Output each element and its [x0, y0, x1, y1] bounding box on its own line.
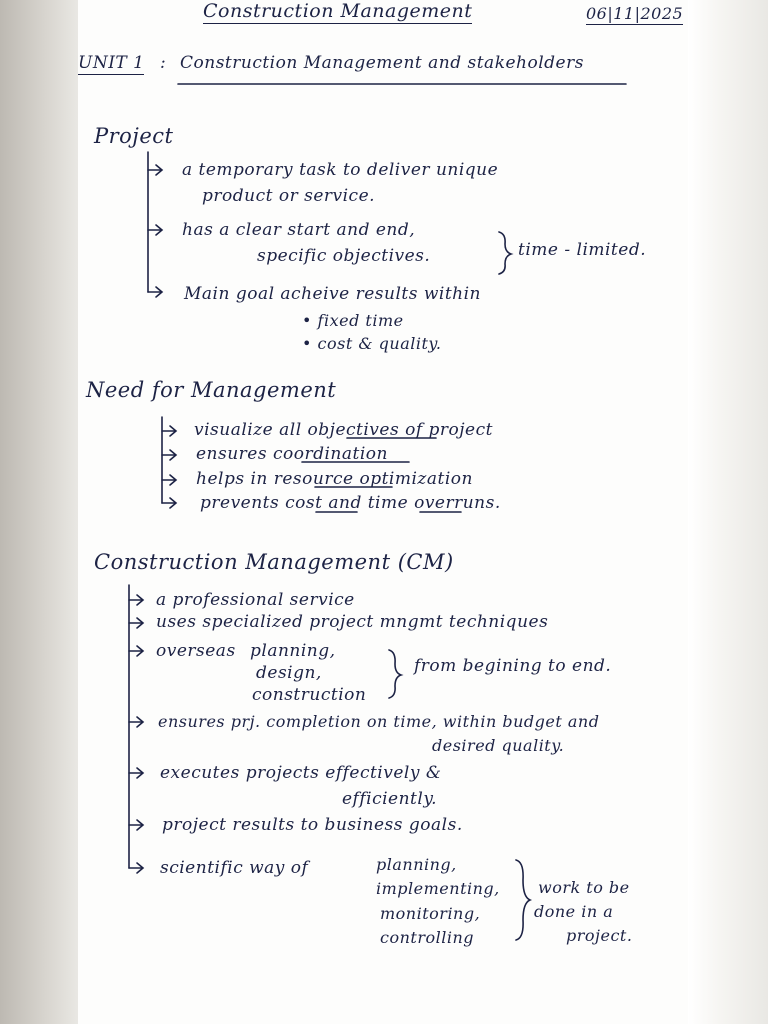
need-item-3: helps in resource optimization [196, 469, 473, 489]
need-item-2: ensures coordination [196, 444, 388, 464]
need-item-4: prevents cost and time overruns. [200, 493, 501, 513]
cm-oversees-3: construction [252, 685, 367, 705]
project-heading: Project [94, 124, 174, 148]
project-time-limited: time - limited. [518, 240, 647, 260]
cm-scientific-2: implementing, [376, 879, 500, 898]
cm-item-7: scientific way of [160, 858, 309, 878]
project-bullet-2-text: cost & quality. [317, 334, 442, 353]
unit-separator: : [160, 53, 167, 73]
need-item-1: visualize all objectives of project [194, 420, 493, 440]
cm-item-4: ensures prj. completion on time, within budget and [158, 712, 600, 731]
cm-scientific-note-3: project. [566, 926, 633, 945]
project-item-3: Main goal acheive results within [184, 284, 482, 304]
cm-scientific-4: controlling [380, 928, 475, 947]
project-item-2: has a clear start and end, [182, 220, 416, 240]
cm-heading: Construction Management (CM) [94, 550, 454, 574]
cm-item-2: uses specialized project mngmt techniques [156, 612, 549, 632]
cm-item-5-cont: efficiently. [342, 789, 438, 809]
cm-scientific-note-1: work to be [538, 878, 630, 897]
cm-scientific-3: monitoring, [380, 904, 481, 923]
project-item-1: a temporary task to deliver unique [182, 160, 499, 180]
cm-item-5: executes projects effectively & [160, 763, 442, 783]
unit-label: UNIT 1 [78, 53, 145, 73]
cm-item-1: a professional service [156, 590, 355, 610]
date: 06|11|2025 [586, 4, 684, 23]
project-item-1-cont: product or service. [202, 186, 376, 206]
project-bullet-1: • fixed time [302, 311, 404, 330]
cm-scientific-1: planning, [376, 855, 457, 874]
project-item-2-cont: specific objectives. [257, 246, 431, 266]
cm-scientific-note-2: done in a [534, 902, 614, 921]
cm-oversees-2: design, [256, 663, 322, 683]
cm-oversees-note: from begining to end. [414, 656, 612, 676]
project-bullet-1-text: fixed time [317, 311, 404, 330]
need-heading: Need for Management [86, 378, 337, 402]
cm-item-6: project results to business goals. [162, 815, 463, 835]
unit-title: Construction Management and stakeholders [180, 53, 584, 73]
project-bullet-2: • cost & quality. [302, 334, 442, 353]
cm-item-3: overseas [156, 641, 236, 661]
page-title: Construction Management [203, 0, 473, 22]
cm-oversees-1: planning, [250, 641, 336, 661]
cm-item-4-cont: desired quality. [432, 736, 565, 755]
